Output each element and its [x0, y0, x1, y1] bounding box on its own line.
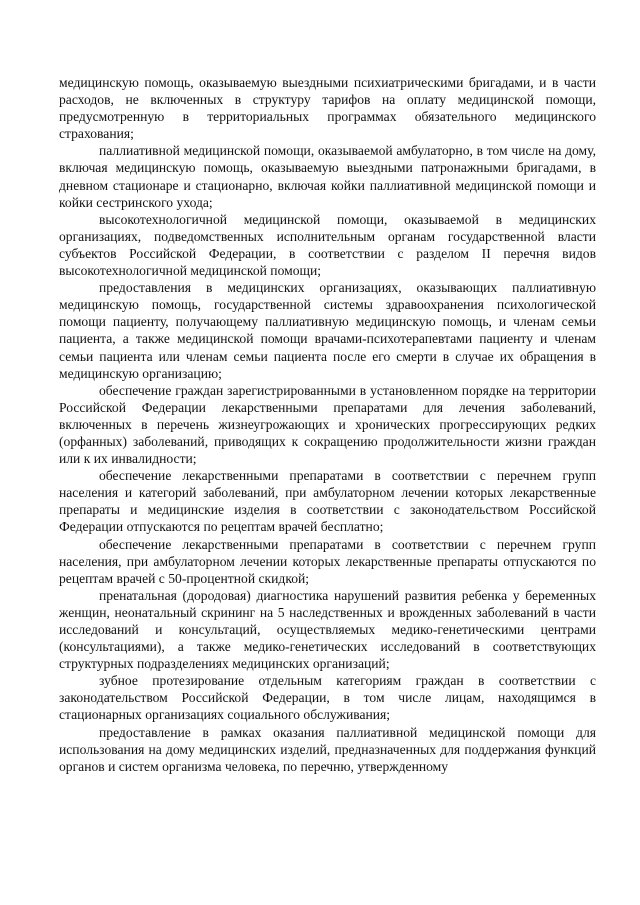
- paragraph-10: предоставление в рамках оказания паллиативной медицинской помощи для использования на дому медицинских изделий, предназначенных для поддержания функций органов и систем организма человека, по перечню, утвержденному: [59, 724, 596, 774]
- document-body: [59, 74, 596, 775]
- paragraph-9: зубное протезирование отдельным категориям граждан в соответствии с законодательством Российской Федерации, в том числе лицам, находящимся в стационарных организациях социального обслуживания;: [59, 673, 596, 723]
- paragraph-1: медицинскую помощь, оказываемую выездными психиатрическими бригадами, и в части расходов, не включенных в структуру тарифов на оплату медицинской помощи, предусмотренную в территориальных программах обязательного медицинского страхования;: [59, 75, 596, 142]
- paragraph-8: пренатальная (дородовая) диагностика нарушений развития ребенка у беременных женщин, неонатальный скрининг на 5 наследственных и врожденных заболеваний в части исследований и консультаций, осуществляемых медико-генетическими центрами (консультациями), а также медико-генетических исследований в соответствующих структурных подразделениях медицинских организаций;: [59, 587, 596, 672]
- paragraph-3: высокотехнологичной медицинской помощи, оказываемой в медицинских организациях, подведомственных исполнительным органам государственной власти субъектов Российской Федерации, в соответствии с разделом II перечня видов высокотехнологичной медицинской помощи;: [59, 211, 596, 279]
- paragraph-5: обеспечение граждан зарегистрированными в установленном порядке на территории Российской Федерации лекарственными препаратами для лечения заболеваний, включенных в перечень жизнеугрожающих и хронических прогрессирующих редких (орфанных) заболеваний, приводящих к сокращению продолжительности жизни граждан или к их инвалидности;: [59, 382, 596, 467]
- paragraph-2: паллиативной медицинской помощи, оказываемой амбулаторно, в том числе на дому, включая медицинскую помощь, оказываемую выездными патронажными бригадами, в дневном стационаре и стационарно, включая койки паллиативной медицинской помощи и койки сестринского ухода;: [59, 143, 596, 210]
- paragraph-4: предоставления в медицинских организациях, оказывающих паллиативную медицинскую помощь, государственной системы здравоохранения психологической помощи пациенту, получающему паллиативную медицинскую помощь, и членам семьи пациента, а также медицинской помощи врачами-психотерапевтами пациенту и членам семьи пациента или членам семьи пациента после его смерти в случае их обращения в медицинскую организацию;: [59, 280, 596, 381]
- paragraph-6: обеспечение лекарственными препаратами в соответствии с перечнем групп населения и категорий заболеваний, при амбулаторном лечении которых лекарственные препараты и медицинские изделия в соответствии с законодательством Российской Федерации отпускаются по рецептам врачей бесплатно;: [59, 468, 596, 535]
- paragraph-7: обеспечение лекарственными препаратами в соответствии с перечнем групп населения, при амбулаторном лечении которых лекарственные препараты отпускаются по рецептам врачей с 50-процентной скидкой;: [59, 536, 596, 586]
